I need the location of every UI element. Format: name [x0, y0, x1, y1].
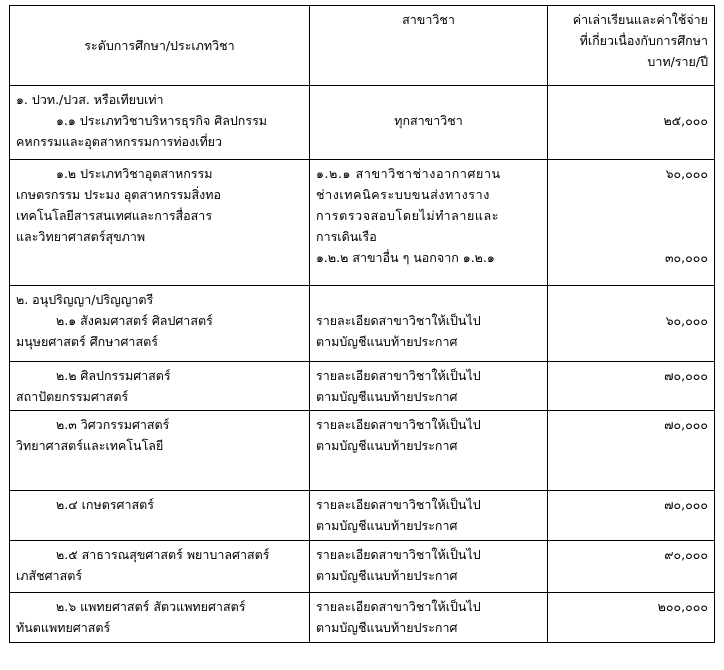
level-line: ๒.๒ ศิลปกรรมศาสตร์ [56, 368, 171, 383]
major-line: รายละเอียดสาขาวิชาให้เป็นไป [316, 599, 481, 614]
level-line: ๑. ปวท./ปวส. หรือเทียบเท่า [16, 92, 164, 107]
level-cell [10, 593, 310, 643]
major-line: ตามบัญชีแนบท้ายประกาศ [316, 620, 458, 635]
fee-value: ๖๐,๐๐๐ [665, 313, 708, 328]
header-fee [548, 6, 715, 86]
fee-cell [548, 541, 715, 593]
level-line: เกษตรกรรม ประมง อุตสาหกรรมสิ่งทอ [16, 187, 222, 202]
level-line: ๑.๒ ประเภทวิชาอุตสาหกรรม [56, 166, 213, 181]
major-cell [310, 491, 548, 541]
level-cell [10, 286, 310, 362]
header-fee-line-2: ที่เกี่ยวเนื่องกับการศึกษา [579, 33, 708, 48]
major-line: ตามบัญชีแนบท้ายประกาศ [316, 334, 458, 349]
level-cell [10, 411, 310, 491]
table-row [10, 362, 715, 411]
major-line: รายละเอียดสาขาวิชาให้เป็นไป [316, 547, 481, 562]
level-cell [10, 160, 310, 286]
major-line: ๑.๒.๒ สาขาอื่น ๆ นอกจาก ๑.๒.๑ [316, 250, 495, 265]
fee-cell [548, 362, 715, 411]
level-cell [10, 541, 310, 593]
fee-cell [548, 593, 715, 643]
major-cell [310, 593, 548, 643]
level-line: วิทยาศาสตร์และเทคโนโลยี [16, 438, 164, 453]
major-line: ตามบัญชีแนบท้ายประกาศ [316, 438, 458, 453]
table-header-row [10, 6, 715, 86]
major-cell [310, 160, 548, 286]
fee-cell [548, 411, 715, 491]
header-fee-line-3: บาท/ราย/ปี [647, 54, 708, 69]
header-major: สาขาวิชา [310, 6, 548, 86]
level-cell [10, 86, 310, 160]
level-line: ๒. อนุปริญญา/ปริญญาตรี [16, 292, 154, 307]
level-line: ทันตแพทยศาสตร์ [16, 620, 111, 635]
table-row [10, 491, 715, 541]
table-row [10, 86, 715, 160]
fee-value: ๖๐,๐๐๐ [665, 166, 708, 181]
major-line: รายละเอียดสาขาวิชาให้เป็นไป [316, 313, 481, 328]
major-line: ทุกสาขาวิชา [394, 113, 463, 128]
fee-value: ๗๐,๐๐๐ [664, 497, 708, 512]
major-line: ตามบัญชีแนบท้ายประกาศ [316, 518, 458, 533]
level-line: ๒.๓ วิศวกรรมศาสตร์ [56, 417, 170, 432]
level-line: ๒.๖ แพทยศาสตร์ สัตวแพทยศาสตร์ [56, 599, 246, 614]
fee-value-secondary: ๓๐,๐๐๐ [664, 250, 708, 265]
fee-value: ๗๐,๐๐๐ [664, 368, 708, 383]
table-row [10, 160, 715, 286]
fee-cell [548, 491, 715, 541]
major-line: รายละเอียดสาขาวิชาให้เป็นไป [316, 368, 481, 383]
major-line: ตามบัญชีแนบท้ายประกาศ [316, 568, 458, 583]
level-line: มนุษยศาสตร์ ศึกษาศาสตร์ [16, 334, 158, 349]
fee-value: ๗๐,๐๐๐ [664, 417, 708, 432]
level-line: คหกรรมและอุตสาหกรรมการท่องเที่ยว [16, 134, 223, 149]
level-line: ๑.๑ ประเภทวิชาบริหารธุรกิจ ศิลปกรรม [56, 113, 268, 128]
major-line: ตามบัญชีแนบท้ายประกาศ [316, 389, 458, 404]
major-cell [310, 362, 548, 411]
table-row [10, 541, 715, 593]
major-line: รายละเอียดสาขาวิชาให้เป็นไป [316, 497, 481, 512]
major-line: รายละเอียดสาขาวิชาให้เป็นไป [316, 417, 481, 432]
fee-value: ๙๐,๐๐๐ [664, 547, 708, 562]
fee-cell [548, 286, 715, 362]
level-line: เภสัชศาสตร์ [16, 568, 83, 583]
fee-value: ๒๐๐,๐๐๐ [657, 599, 708, 614]
level-line: และวิทยาศาสตร์สุขภาพ [16, 229, 146, 244]
table-row [10, 286, 715, 362]
fee-cell [548, 86, 715, 160]
table-row [10, 411, 715, 491]
major-line: ๑.๒.๑ สาขาวิชาช่างอากาศยาน [316, 166, 501, 181]
major-line: การเดินเรือ [316, 229, 377, 244]
level-line: ๒.๑ สังคมศาสตร์ ศิลปศาสตร์ [56, 313, 213, 328]
major-line: การตรวจสอบโดยไม่ทำลายและ [316, 208, 500, 223]
level-line: ๒.๔ เกษตรศาสตร์ [56, 497, 154, 512]
major-cell [310, 86, 548, 160]
level-cell [10, 491, 310, 541]
level-line: สถาปัตยกรรมศาสตร์ [16, 389, 129, 404]
fee-value: ๒๕,๐๐๐ [663, 113, 708, 128]
level-line: ๒.๕ สาธารณสุขศาสตร์ พยาบาลศาสตร์ [56, 547, 270, 562]
tuition-fee-table [9, 5, 715, 643]
fee-cell [548, 160, 715, 286]
header-education-level: ระดับการศึกษา/ประเภทวิชา [10, 6, 310, 86]
level-line: เทคโนโลยีสารสนเทศและการสื่อสาร [16, 208, 213, 223]
header-fee-line-1: ค่าเล่าเรียนและค่าใช้จ่าย [572, 12, 708, 27]
major-cell [310, 541, 548, 593]
major-cell [310, 286, 548, 362]
level-cell [10, 362, 310, 411]
major-line: ช่างเทคนิคระบบขนส่งทางราง [316, 187, 490, 202]
major-cell [310, 411, 548, 491]
table-row [10, 593, 715, 643]
